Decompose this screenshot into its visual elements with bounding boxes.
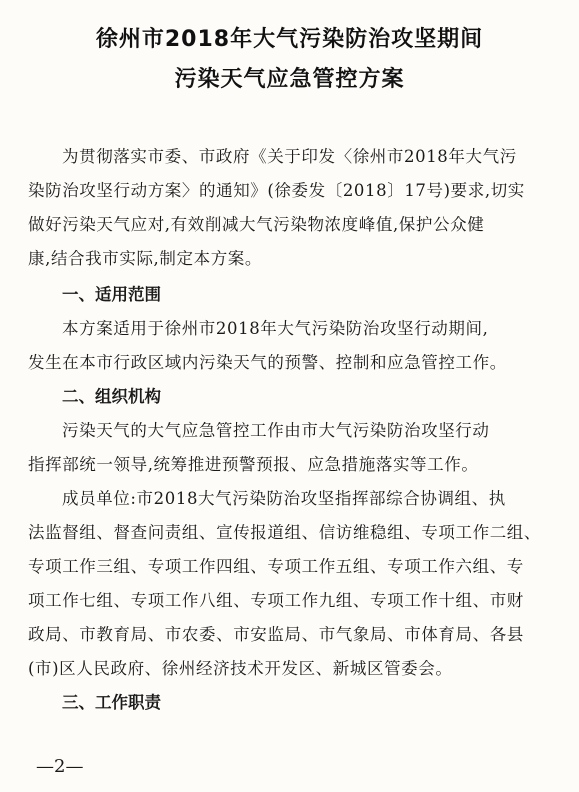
section2-line-1: 污染天气的大气应急管控工作由市大气污染防治攻坚行动 — [62, 421, 490, 440]
document-title-line2: 污染天气应急管控方案 — [174, 67, 405, 92]
section2-heading: 二、组织机构 — [62, 387, 161, 406]
intro-line-3: 做好污染天气应对,有效削减大气污染物浓度峰值,保护公众健 — [28, 215, 485, 234]
members-line-3: 专项工作三组、专项工作四组、专项工作五组、专项工作六组、专 — [28, 557, 524, 576]
section3-heading: 三、工作职责 — [62, 693, 161, 712]
section1-line-2: 发生在本市行政区域内污染天气的预警、控制和应急管控工作。 — [28, 353, 507, 372]
section1-heading: 一、适用范围 — [62, 285, 161, 304]
members-line-1: 成员单位:市2018大气污染防治攻坚指挥部综合协调组、执 — [62, 489, 506, 508]
document-title-line1: 徐州市2018年大气污染防治攻坚期间 — [95, 27, 484, 52]
members-line-6: (市)区人民政府、徐州经济技术开发区、新城区管委会。 — [28, 659, 453, 678]
intro-line-4: 康,结合我市实际,制定本方案。 — [28, 249, 262, 268]
members-line-4: 项工作七组、专项工作八组、专项工作九组、专项工作十组、市财 — [28, 591, 524, 610]
section1-line-1: 本方案适用于徐州市2018年大气污染防治攻坚行动期间, — [62, 319, 489, 338]
section2-line-2: 指挥部统一领导,统筹推进预警预报、应急措施落实等工作。 — [28, 455, 479, 474]
intro-line-2: 染防治攻坚行动方案〉的通知》(徐委发〔2018〕17号)要求,切实 — [28, 181, 525, 200]
members-line-2: 法监督组、督查问责组、宣传报道组、信访维稳组、专项工作二组、 — [28, 523, 541, 542]
members-line-5: 政局、市教育局、市农委、市安监局、市气象局、市体育局、各县 — [28, 625, 524, 644]
page-number: —2— — [36, 756, 84, 777]
intro-line-1: 为贯彻落实市委、市政府《关于印发〈徐州市2018年大气污 — [62, 147, 517, 166]
